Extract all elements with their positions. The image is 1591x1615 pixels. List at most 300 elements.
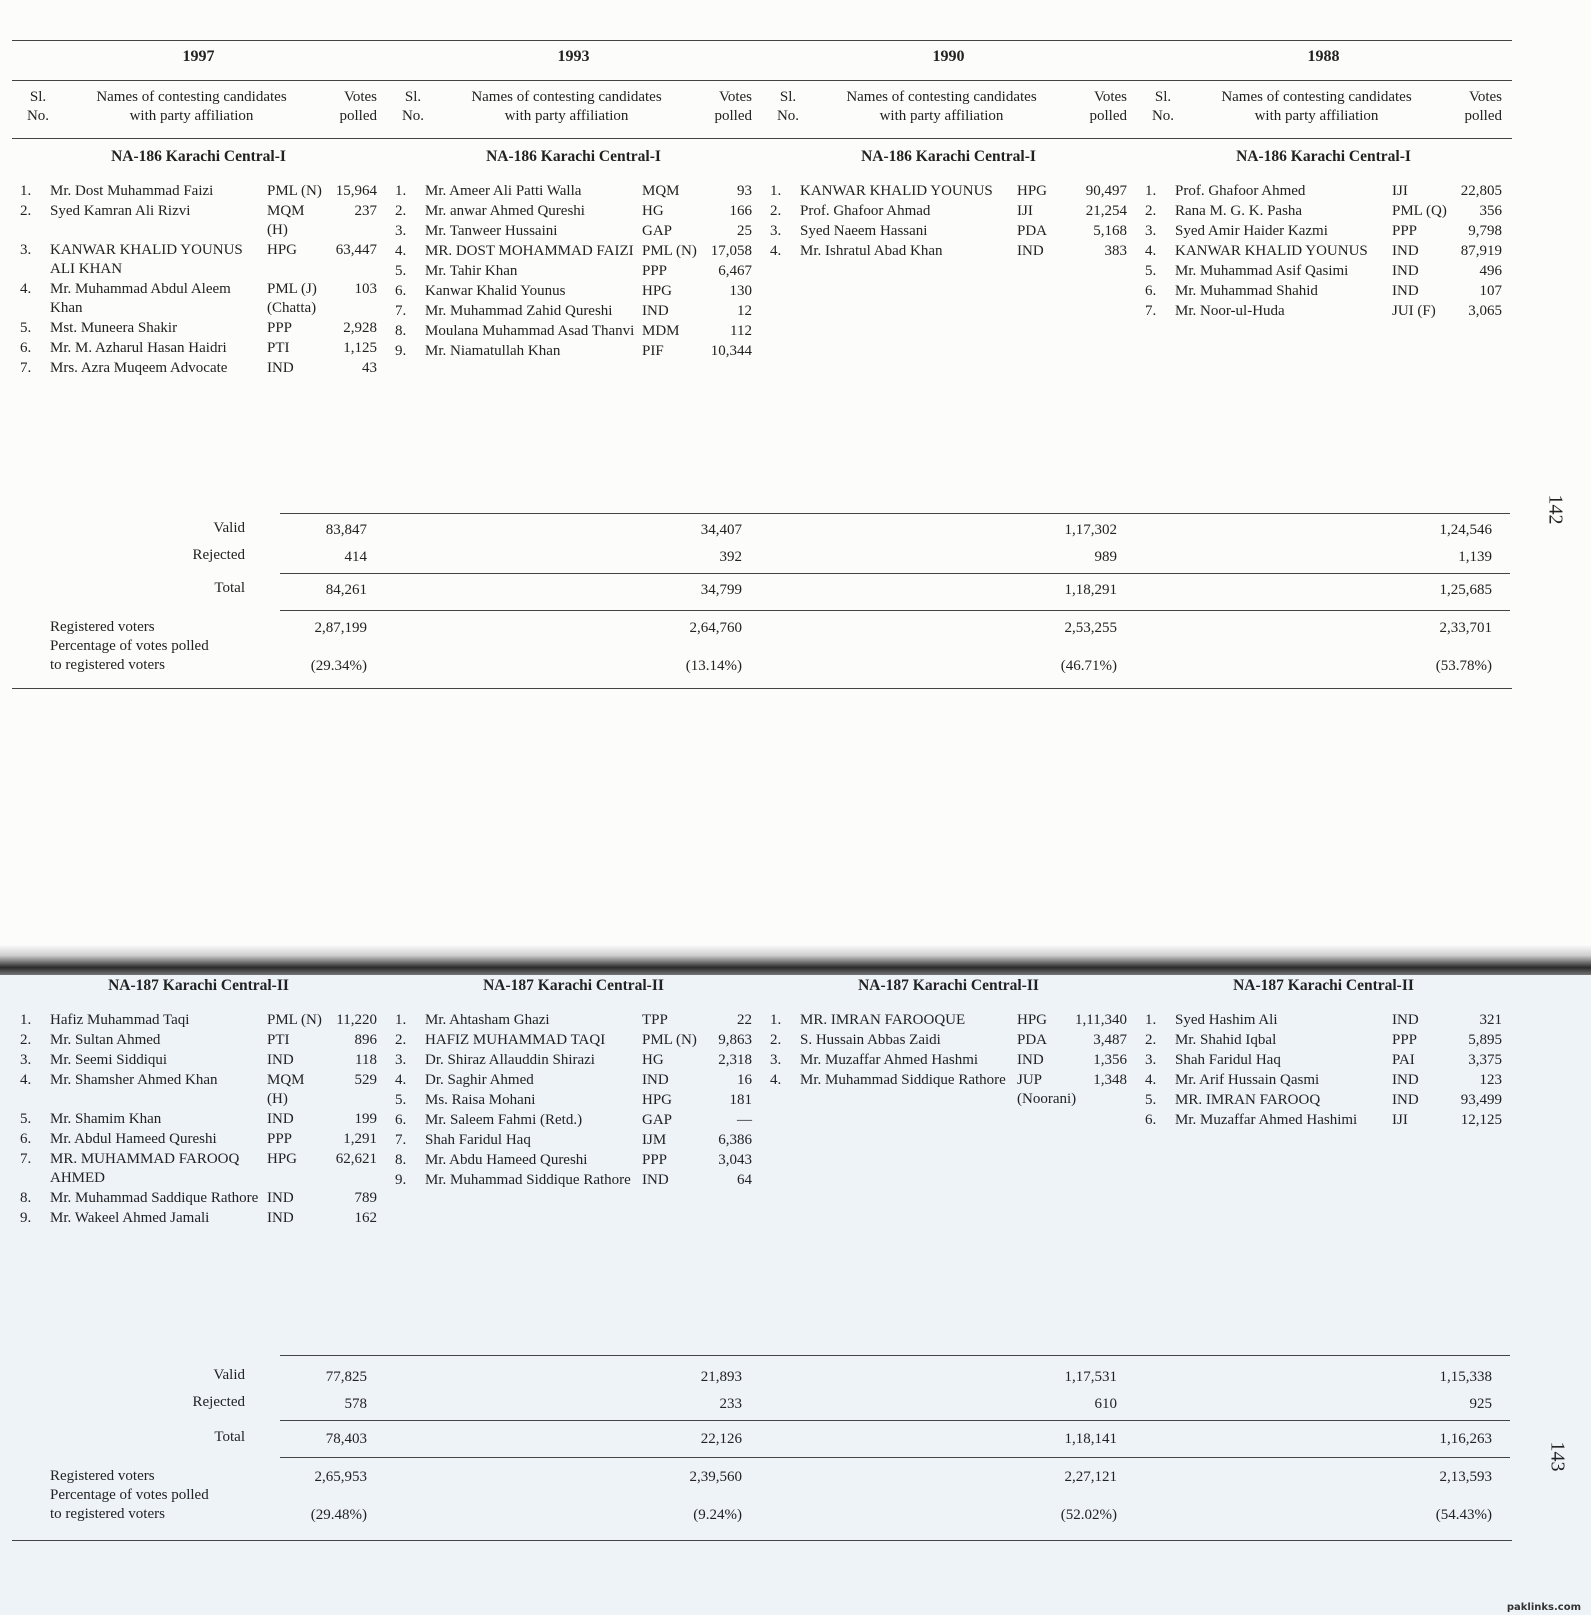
candidate-votes: 11,220 bbox=[336, 1012, 377, 1028]
candidate-sl: 4. bbox=[20, 1072, 32, 1088]
candidate-party: IND bbox=[1392, 1072, 1419, 1088]
candidate-votes: 62,621 bbox=[335, 1151, 377, 1167]
registered-label: Registered voters bbox=[50, 1468, 155, 1484]
registered-value: 2,39,560 bbox=[689, 1469, 742, 1485]
valid-value: 1,17,531 bbox=[1064, 1369, 1117, 1385]
total-value: 1,16,263 bbox=[1439, 1431, 1492, 1447]
candidate-party: PPP bbox=[267, 1131, 293, 1147]
candidate-votes: 6,467 bbox=[718, 263, 752, 279]
candidate-name: Ms. Raisa Mohani bbox=[425, 1092, 536, 1108]
candidate-party: IND bbox=[642, 1172, 669, 1188]
candidate-votes: 789 bbox=[354, 1190, 377, 1206]
candidate-list bbox=[770, 182, 1127, 261]
candidate-name: Prof. Ghafoor Ahmed bbox=[1175, 183, 1306, 199]
candidate-party: PML (N) bbox=[642, 1032, 697, 1048]
constituency-title: NA-186 Karachi Central-I bbox=[111, 148, 286, 165]
candidate-name: Mr. Muhammad Shahid bbox=[1175, 283, 1318, 299]
candidate-votes: 17,058 bbox=[710, 243, 752, 259]
candidate-votes: 3,065 bbox=[1468, 303, 1502, 319]
candidate-party: GAP bbox=[642, 1112, 673, 1128]
candidate-party: IJI bbox=[1017, 203, 1033, 219]
candidate-name: Mr. Tahir Khan bbox=[425, 263, 518, 279]
candidate-row bbox=[770, 222, 1127, 241]
party-label: with party affiliation bbox=[129, 108, 254, 124]
names-label: Names of contesting candidates bbox=[96, 89, 287, 105]
constituency-title: NA-186 Karachi Central-I bbox=[1236, 148, 1411, 165]
candidate-name: Mr. Shamsher Ahmed Khan bbox=[50, 1072, 218, 1088]
percentage-row bbox=[20, 1507, 1520, 1524]
candidate-sl: 1. bbox=[1145, 183, 1157, 199]
candidate-votes: 87,919 bbox=[1460, 243, 1502, 259]
candidate-row bbox=[395, 1091, 752, 1110]
candidate-name: Mr. Muhammad Asif Qasimi bbox=[1175, 263, 1349, 279]
valid-value: 1,17,302 bbox=[1064, 522, 1117, 538]
total-value: 22,126 bbox=[700, 1431, 742, 1447]
candidate-row bbox=[1145, 1111, 1502, 1130]
candidate-votes: 21,254 bbox=[1085, 203, 1127, 219]
candidate-row bbox=[1145, 302, 1502, 321]
party-label: with party affiliation bbox=[504, 108, 629, 124]
candidate-sl: 9. bbox=[395, 343, 407, 359]
percentage-value: (29.48%) bbox=[310, 1507, 367, 1523]
rejected-row bbox=[20, 1396, 1520, 1413]
candidate-party: HPG bbox=[1017, 1012, 1048, 1028]
candidate-name: Mr. M. Azharul Hasan Haidri bbox=[50, 340, 227, 356]
total-rule bbox=[280, 1420, 1510, 1421]
candidate-row bbox=[395, 1151, 752, 1170]
candidate-votes: 15,964 bbox=[335, 183, 377, 199]
candidate-name: Mr. Abdul Hameed Qureshi bbox=[50, 1131, 217, 1147]
column-header bbox=[770, 88, 1127, 126]
candidate-sl: 8. bbox=[20, 1190, 32, 1206]
candidate-row bbox=[20, 1011, 377, 1030]
candidate-party: MQM (H) bbox=[267, 203, 305, 238]
rejected-value: 1,139 bbox=[1458, 549, 1492, 565]
candidate-votes: 1,356 bbox=[1093, 1052, 1127, 1068]
candidate-sl: 1. bbox=[395, 1012, 407, 1028]
candidate-party: IND bbox=[1017, 243, 1044, 259]
candidate-sl: 4. bbox=[1145, 243, 1157, 259]
candidate-sl: 5. bbox=[395, 1092, 407, 1108]
candidate-name: Syed Naeem Hassani bbox=[800, 223, 928, 239]
valid-value: 21,893 bbox=[700, 1369, 742, 1385]
column-1988 bbox=[1145, 977, 1520, 1229]
candidate-votes: 1,125 bbox=[343, 340, 377, 356]
candidate-row bbox=[20, 1150, 377, 1188]
candidate-votes: 356 bbox=[1479, 203, 1502, 219]
candidate-row bbox=[20, 1031, 377, 1050]
candidates-area bbox=[20, 148, 1520, 379]
candidate-sl: 2. bbox=[770, 1032, 782, 1048]
candidate-name: Shah Faridul Haq bbox=[425, 1132, 531, 1148]
year-rule bbox=[12, 80, 1512, 81]
top-rule bbox=[12, 40, 1512, 41]
candidate-party: PIF bbox=[642, 343, 664, 359]
total-value: 1,18,141 bbox=[1064, 1431, 1117, 1447]
bottom-rule bbox=[12, 688, 1512, 689]
percentage-label-2: to registered voters bbox=[50, 657, 165, 673]
candidate-party: PTI bbox=[267, 340, 290, 356]
candidate-row bbox=[1145, 242, 1502, 261]
candidate-sl: 2. bbox=[20, 1032, 32, 1048]
candidate-votes: 3,487 bbox=[1093, 1032, 1127, 1048]
candidate-row bbox=[20, 1110, 377, 1129]
valid-row bbox=[20, 1369, 1520, 1386]
total-value: 1,18,291 bbox=[1064, 582, 1117, 598]
sl-label: Sl. bbox=[404, 89, 422, 105]
year-1990: 1990 bbox=[932, 48, 965, 65]
candidate-row bbox=[1145, 282, 1502, 301]
column-1993 bbox=[395, 977, 770, 1229]
column-1990 bbox=[770, 148, 1145, 379]
candidate-name: Mr. Muhammad Saddique Rathore bbox=[50, 1190, 259, 1206]
constituency-title: NA-187 Karachi Central-II bbox=[108, 977, 289, 994]
candidate-name: Mr. Noor-ul-Huda bbox=[1175, 303, 1285, 319]
registered-value: 2,33,701 bbox=[1439, 620, 1492, 636]
candidate-party: PAI bbox=[1392, 1052, 1415, 1068]
candidate-sl: 2. bbox=[1145, 203, 1157, 219]
votes-label: Votes bbox=[1468, 89, 1502, 105]
candidate-party: PML (Q) bbox=[1392, 203, 1447, 219]
candidate-party: IND bbox=[642, 1072, 669, 1088]
names-label: Names of contesting candidates bbox=[1221, 89, 1412, 105]
candidate-row bbox=[395, 1051, 752, 1070]
total-value: 84,261 bbox=[325, 582, 367, 598]
candidate-sl: 7. bbox=[1145, 303, 1157, 319]
candidate-party: IND bbox=[642, 303, 669, 319]
candidate-votes: 90,497 bbox=[1085, 183, 1127, 199]
candidate-sl: 8. bbox=[395, 1152, 407, 1168]
year-1997: 1997 bbox=[182, 48, 215, 65]
candidate-row bbox=[20, 339, 377, 358]
candidate-name: KANWAR KHALID YOUNUS bbox=[1175, 243, 1368, 259]
rejected-value: 610 bbox=[1094, 1396, 1117, 1412]
candidate-row bbox=[20, 1189, 377, 1208]
percentage-value: (13.14%) bbox=[685, 658, 742, 674]
registered-value: 2,87,199 bbox=[314, 620, 367, 636]
candidate-row bbox=[1145, 202, 1502, 221]
rejected-value: 925 bbox=[1469, 1396, 1492, 1412]
candidate-votes: 16 bbox=[737, 1072, 752, 1088]
candidate-row bbox=[770, 202, 1127, 221]
candidate-votes: 166 bbox=[729, 203, 752, 219]
candidate-row bbox=[20, 1071, 377, 1109]
candidate-sl: 1. bbox=[770, 183, 782, 199]
candidate-row bbox=[395, 202, 752, 221]
column-1997 bbox=[20, 977, 395, 1229]
candidate-votes: 123 bbox=[1479, 1072, 1502, 1088]
candidate-name: Moulana Muhammad Asad Thanvi bbox=[425, 323, 635, 339]
candidate-name: Mr. Tanweer Hussaini bbox=[425, 223, 558, 239]
candidate-votes: 529 bbox=[354, 1072, 377, 1088]
candidate-party: PML (N) bbox=[267, 1012, 322, 1028]
candidate-list bbox=[770, 1011, 1127, 1109]
candidate-sl: 4. bbox=[770, 1072, 782, 1088]
candidate-name: Mst. Muneera Shakir bbox=[50, 320, 178, 336]
candidate-party: IND bbox=[1392, 1012, 1419, 1028]
rejected-label: Rejected bbox=[192, 547, 245, 563]
candidate-sl: 4. bbox=[395, 1072, 407, 1088]
candidate-name: Dr. Shiraz Allauddin Shirazi bbox=[425, 1052, 595, 1068]
constituency-title: NA-187 Karachi Central-II bbox=[1233, 977, 1414, 994]
candidate-party: IND bbox=[267, 1190, 294, 1206]
candidate-name: MR. IMRAN FAROOQUE bbox=[800, 1012, 966, 1028]
column-header bbox=[20, 88, 377, 126]
year-1988: 1988 bbox=[1307, 48, 1340, 65]
candidate-sl: 3. bbox=[770, 223, 782, 239]
candidate-sl: 6. bbox=[1145, 283, 1157, 299]
candidate-party: IND bbox=[1392, 263, 1419, 279]
candidate-sl: 9. bbox=[395, 1172, 407, 1188]
candidate-party: PPP bbox=[1392, 1032, 1418, 1048]
candidate-votes: 43 bbox=[362, 360, 377, 376]
candidate-sl: 6. bbox=[20, 1131, 32, 1147]
no-label: No. bbox=[776, 108, 800, 124]
candidate-row bbox=[395, 1111, 752, 1130]
candidate-row bbox=[20, 359, 377, 378]
percentage-value: (54.43%) bbox=[1435, 1507, 1492, 1523]
no-label: No. bbox=[1151, 108, 1175, 124]
constituency-title: NA-186 Karachi Central-I bbox=[486, 148, 661, 165]
candidate-row bbox=[395, 1171, 752, 1190]
candidate-list bbox=[1145, 182, 1502, 321]
candidate-party: IND bbox=[267, 360, 294, 376]
total-label: Total bbox=[214, 580, 245, 596]
totals-rule bbox=[280, 1355, 1510, 1356]
candidate-sl: 2. bbox=[770, 203, 782, 219]
candidate-row bbox=[395, 1131, 752, 1150]
total-value: 1,25,685 bbox=[1439, 582, 1492, 598]
watermark-credit: paklinks.com bbox=[1506, 1602, 1581, 1613]
candidate-sl: 1. bbox=[20, 183, 32, 199]
candidate-sl: 4. bbox=[770, 243, 782, 259]
candidate-row bbox=[1145, 1051, 1502, 1070]
candidate-row bbox=[770, 1071, 1127, 1109]
candidate-party: IJI bbox=[1392, 183, 1408, 199]
sl-label: Sl. bbox=[29, 89, 47, 105]
candidate-party: JUP (Noorani) bbox=[1017, 1072, 1077, 1107]
candidate-name: Syed Kamran Ali Rizvi bbox=[50, 203, 191, 219]
candidate-sl: 6. bbox=[395, 283, 407, 299]
candidate-row bbox=[20, 241, 377, 279]
candidate-party: PDA bbox=[1017, 1032, 1048, 1048]
total-row bbox=[20, 1431, 1520, 1448]
candidate-name: Syed Amir Haider Kazmi bbox=[1175, 223, 1328, 239]
percentage-label: Percentage of votes polled bbox=[50, 638, 209, 654]
candidate-votes: 9,798 bbox=[1468, 223, 1502, 239]
polled-label: polled bbox=[1464, 108, 1502, 124]
candidate-name: Mr. Muzaffar Ahmed Hashimi bbox=[1175, 1112, 1358, 1128]
candidate-votes: 93 bbox=[737, 183, 752, 199]
percentage-label-2: to registered voters bbox=[50, 1506, 165, 1522]
candidate-name: Mr. Ahtasham Ghazi bbox=[425, 1012, 550, 1028]
candidate-votes: 162 bbox=[354, 1210, 377, 1226]
candidate-party: IND bbox=[1017, 1052, 1044, 1068]
no-label: No. bbox=[401, 108, 425, 124]
candidate-row bbox=[395, 1011, 752, 1030]
candidate-votes: 10,344 bbox=[710, 343, 752, 359]
candidate-row bbox=[395, 182, 752, 201]
valid-value: 34,407 bbox=[700, 522, 742, 538]
candidate-name: Mr. Muhammad Siddique Rathore bbox=[800, 1072, 1006, 1088]
candidate-party: HPG bbox=[642, 283, 673, 299]
candidate-votes: 6,386 bbox=[718, 1132, 752, 1148]
candidate-party: IND bbox=[267, 1111, 294, 1127]
votes-label: Votes bbox=[718, 89, 752, 105]
candidate-party: IJM bbox=[642, 1132, 667, 1148]
candidate-list bbox=[20, 182, 377, 378]
candidate-sl: 1. bbox=[1145, 1012, 1157, 1028]
candidate-row bbox=[395, 322, 752, 341]
sl-label: Sl. bbox=[1154, 89, 1172, 105]
candidate-votes: 1,291 bbox=[343, 1131, 377, 1147]
votes-label: Votes bbox=[343, 89, 377, 105]
candidate-row bbox=[395, 342, 752, 361]
candidate-name: Mr. Muhammad Abdul Aleem Khan bbox=[50, 281, 231, 316]
candidate-votes: 3,043 bbox=[718, 1152, 752, 1168]
registered-row bbox=[20, 1469, 1520, 1486]
candidate-votes: 9,863 bbox=[718, 1032, 752, 1048]
candidate-sl: 7. bbox=[395, 1132, 407, 1148]
candidate-row bbox=[20, 1051, 377, 1070]
candidate-votes: 496 bbox=[1479, 263, 1502, 279]
candidate-sl: 3. bbox=[20, 1052, 32, 1068]
candidate-name: MR. DOST MOHAMMAD FAIZI bbox=[425, 243, 634, 259]
candidate-party: PPP bbox=[1392, 223, 1418, 239]
candidate-sl: 7. bbox=[395, 303, 407, 319]
candidate-name: KANWAR KHALID YOUNUS ALI KHAN bbox=[50, 242, 243, 277]
candidate-name: Prof. Ghafoor Ahmad bbox=[800, 203, 931, 219]
candidate-sl: 5. bbox=[20, 1111, 32, 1127]
total-value: 78,403 bbox=[325, 1431, 367, 1447]
candidate-row bbox=[1145, 262, 1502, 281]
candidate-votes: 5,168 bbox=[1093, 223, 1127, 239]
candidate-sl: 3. bbox=[770, 1052, 782, 1068]
candidate-list bbox=[1145, 1011, 1502, 1130]
page-number-142: 142 bbox=[1544, 494, 1567, 525]
candidate-party: HPG bbox=[1017, 183, 1048, 199]
no-label: No. bbox=[26, 108, 50, 124]
column-1988 bbox=[1145, 148, 1520, 379]
candidate-sl: 5. bbox=[1145, 263, 1157, 279]
candidate-sl: 7. bbox=[20, 1151, 32, 1167]
registered-row bbox=[20, 620, 1520, 637]
candidate-sl: 4. bbox=[395, 243, 407, 259]
candidate-votes: 1,348 bbox=[1093, 1072, 1127, 1088]
names-label: Names of contesting candidates bbox=[471, 89, 662, 105]
column-1990 bbox=[770, 977, 1145, 1229]
candidate-sl: 3. bbox=[20, 242, 32, 258]
candidate-row bbox=[395, 262, 752, 281]
candidate-party: PPP bbox=[642, 1152, 668, 1168]
candidate-name: Kanwar Khalid Younus bbox=[425, 283, 566, 299]
registered-rule bbox=[280, 1457, 1510, 1458]
candidate-row bbox=[770, 182, 1127, 201]
candidate-sl: 6. bbox=[1145, 1112, 1157, 1128]
page-number-143: 143 bbox=[1546, 1441, 1569, 1472]
candidate-party: IJI bbox=[1392, 1112, 1408, 1128]
candidate-row bbox=[770, 1031, 1127, 1050]
candidate-votes: 63,447 bbox=[335, 242, 377, 258]
polled-label: polled bbox=[339, 108, 377, 124]
rejected-label: Rejected bbox=[192, 1394, 245, 1410]
candidate-name: Mr. Dost Muhammad Faizi bbox=[50, 183, 214, 199]
candidate-sl: 5. bbox=[395, 263, 407, 279]
candidate-name: Mr. Abdu Hameed Qureshi bbox=[425, 1152, 588, 1168]
candidate-sl: 2. bbox=[395, 1032, 407, 1048]
candidate-name: S. Hussain Abbas Zaidi bbox=[800, 1032, 941, 1048]
candidate-row bbox=[395, 222, 752, 241]
candidate-votes: 118 bbox=[355, 1052, 377, 1068]
candidate-name: Mr. Muhammad Siddique Rathore bbox=[425, 1172, 631, 1188]
candidate-list bbox=[20, 1011, 377, 1228]
candidates-area bbox=[20, 977, 1520, 1229]
candidate-party: GAP bbox=[642, 223, 673, 239]
candidate-name: KANWAR KHALID YOUNUS bbox=[800, 183, 993, 199]
candidate-party: PML (N) bbox=[642, 243, 697, 259]
polled-label: polled bbox=[714, 108, 752, 124]
registered-value: 2,53,255 bbox=[1064, 620, 1117, 636]
valid-value: 83,847 bbox=[325, 522, 367, 538]
candidate-party: PTI bbox=[267, 1032, 290, 1048]
column-header bbox=[395, 88, 752, 126]
candidate-votes: 22,805 bbox=[1460, 183, 1502, 199]
sl-label: Sl. bbox=[779, 89, 797, 105]
page-143 bbox=[0, 975, 1591, 1615]
candidate-votes: 112 bbox=[730, 323, 752, 339]
candidate-sl: 1. bbox=[770, 1012, 782, 1028]
candidate-list bbox=[395, 1011, 752, 1190]
candidate-party: HPG bbox=[642, 1092, 673, 1108]
valid-value: 77,825 bbox=[325, 1369, 367, 1385]
candidate-row bbox=[20, 1209, 377, 1228]
candidate-party: IND bbox=[267, 1052, 294, 1068]
registered-value: 2,27,121 bbox=[1064, 1469, 1117, 1485]
registered-label: Registered voters bbox=[50, 619, 155, 635]
polled-label: polled bbox=[1089, 108, 1127, 124]
candidate-votes: 321 bbox=[1479, 1012, 1502, 1028]
candidate-name: Mr. Seemi Siddiqui bbox=[50, 1052, 168, 1068]
candidate-votes: 12 bbox=[737, 303, 752, 319]
candidate-party: PDA bbox=[1017, 223, 1048, 239]
candidate-sl: 3. bbox=[1145, 223, 1157, 239]
candidate-sl: 6. bbox=[395, 1112, 407, 1128]
year-1993: 1993 bbox=[557, 48, 590, 65]
column-1993 bbox=[395, 148, 770, 379]
candidate-party: PPP bbox=[642, 263, 668, 279]
total-rule bbox=[280, 573, 1510, 574]
candidate-row bbox=[395, 1071, 752, 1090]
candidate-party: MQM (H) bbox=[267, 1072, 305, 1107]
candidate-sl: 3. bbox=[395, 223, 407, 239]
candidate-name: Mr. Muhammad Zahid Qureshi bbox=[425, 303, 613, 319]
candidate-votes: 5,895 bbox=[1468, 1032, 1502, 1048]
candidate-row bbox=[1145, 1031, 1502, 1050]
votes-label: Votes bbox=[1093, 89, 1127, 105]
candidate-votes: 237 bbox=[354, 203, 377, 219]
candidate-row bbox=[770, 242, 1127, 261]
column-header bbox=[1145, 88, 1502, 126]
candidate-sl: 3. bbox=[1145, 1052, 1157, 1068]
valid-row bbox=[20, 522, 1520, 539]
candidate-votes: 130 bbox=[729, 283, 752, 299]
candidate-party: IND bbox=[1392, 1092, 1419, 1108]
candidate-name: Rana M. G. K. Pasha bbox=[1175, 203, 1303, 219]
candidate-name: Mr. Shamim Khan bbox=[50, 1111, 162, 1127]
names-label: Names of contesting candidates bbox=[846, 89, 1037, 105]
candidate-sl: 2. bbox=[1145, 1032, 1157, 1048]
percentage-value: (53.78%) bbox=[1435, 658, 1492, 674]
